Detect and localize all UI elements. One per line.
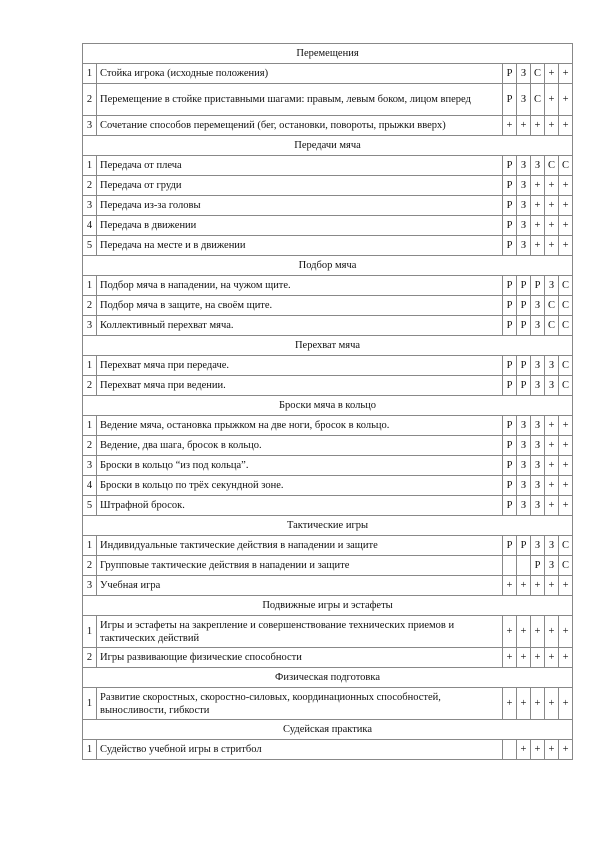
mark-cell: Р [531, 276, 545, 296]
row-number: 2 [83, 436, 97, 456]
mark-cell: + [545, 116, 559, 136]
mark-cell: + [545, 476, 559, 496]
mark-cell: + [503, 648, 517, 668]
row-description: Штрафной бросок. [97, 496, 503, 516]
table-row [83, 156, 573, 176]
row-description: Индивидуальные тактические действия в нападении и защите [97, 536, 503, 556]
mark-cell: С [559, 356, 573, 376]
mark-cell: Р [503, 476, 517, 496]
section-header-row [83, 136, 573, 156]
table-row [83, 456, 573, 476]
mark-cell: + [517, 648, 531, 668]
row-description: Подбор мяча в нападении, на чужом щите. [97, 276, 503, 296]
table-row [83, 556, 573, 576]
table-row [83, 64, 573, 84]
mark-cell: Р [503, 296, 517, 316]
mark-cell: Р [503, 84, 517, 116]
row-number: 1 [83, 64, 97, 84]
mark-cell: З [517, 476, 531, 496]
table-row [83, 476, 573, 496]
mark-cell: З [517, 64, 531, 84]
mark-cell: + [545, 64, 559, 84]
mark-cell: З [531, 376, 545, 396]
mark-cell: + [503, 688, 517, 720]
mark-cell: + [531, 236, 545, 256]
mark-cell: + [503, 116, 517, 136]
mark-cell: + [559, 648, 573, 668]
table-row [83, 196, 573, 216]
table-row [83, 296, 573, 316]
mark-cell: + [545, 456, 559, 476]
section-title: Броски мяча в кольцо [83, 396, 573, 416]
mark-cell: + [531, 740, 545, 760]
row-description: Передача от плеча [97, 156, 503, 176]
row-description: Стойка игрока (исходные положения) [97, 64, 503, 84]
mark-cell: Р [503, 316, 517, 336]
mark-cell: + [531, 176, 545, 196]
row-description: Судейство учебной игры в стритбол [97, 740, 503, 760]
mark-cell: З [517, 156, 531, 176]
table-row [83, 276, 573, 296]
table-row [83, 496, 573, 516]
row-number: 1 [83, 276, 97, 296]
row-number: 1 [83, 688, 97, 720]
mark-cell: + [545, 196, 559, 216]
section-title: Перемещения [83, 44, 573, 64]
table-row [83, 436, 573, 456]
mark-cell: Р [503, 416, 517, 436]
row-number: 2 [83, 648, 97, 668]
mark-cell: + [559, 416, 573, 436]
mark-cell: С [559, 376, 573, 396]
row-number: 4 [83, 216, 97, 236]
row-number: 2 [83, 376, 97, 396]
mark-cell: С [531, 64, 545, 84]
mark-cell: + [531, 116, 545, 136]
mark-cell: + [559, 116, 573, 136]
section-title: Тактические игры [83, 516, 573, 536]
mark-cell: + [559, 64, 573, 84]
training-plan-table [82, 43, 573, 760]
mark-cell: З [531, 496, 545, 516]
mark-cell: З [545, 536, 559, 556]
mark-cell: Р [503, 436, 517, 456]
mark-cell [517, 556, 531, 576]
mark-cell: + [545, 648, 559, 668]
mark-cell: Р [517, 296, 531, 316]
row-description: Передача на месте и в движении [97, 236, 503, 256]
mark-cell: З [531, 156, 545, 176]
row-description: Передача от груди [97, 176, 503, 196]
mark-cell: + [545, 236, 559, 256]
row-number: 3 [83, 316, 97, 336]
mark-cell: З [531, 456, 545, 476]
row-number: 4 [83, 476, 97, 496]
mark-cell: С [545, 156, 559, 176]
mark-cell: С [559, 296, 573, 316]
row-description: Учебная игра [97, 576, 503, 596]
table-row [83, 376, 573, 396]
mark-cell: + [545, 616, 559, 648]
table-row [83, 176, 573, 196]
mark-cell: З [517, 236, 531, 256]
mark-cell: Р [517, 356, 531, 376]
row-description: Ведение мяча, остановка прыжком на две ноги, бросок в кольцо. [97, 416, 503, 436]
mark-cell: + [559, 436, 573, 456]
section-header-row [83, 44, 573, 64]
mark-cell: Р [531, 556, 545, 576]
section-title: Перехват мяча [83, 336, 573, 356]
row-description: Перемещение в стойке приставными шагами: правым, левым боком, лицом вперед [97, 84, 503, 116]
mark-cell: + [545, 84, 559, 116]
row-number: 2 [83, 84, 97, 116]
mark-cell: З [545, 376, 559, 396]
mark-cell: С [531, 84, 545, 116]
table-row [83, 536, 573, 556]
mark-cell: + [545, 576, 559, 596]
mark-cell: С [545, 316, 559, 336]
table-row [83, 316, 573, 336]
mark-cell: + [559, 688, 573, 720]
row-number: 3 [83, 196, 97, 216]
mark-cell: Р [503, 216, 517, 236]
mark-cell: З [531, 316, 545, 336]
mark-cell: + [545, 176, 559, 196]
mark-cell: + [559, 496, 573, 516]
mark-cell: + [531, 648, 545, 668]
mark-cell: + [545, 436, 559, 456]
mark-cell: + [517, 688, 531, 720]
row-description: Игры и эстафеты на закрепление и совершенствование технических приемов и тактических действий [97, 616, 503, 648]
mark-cell: + [559, 576, 573, 596]
mark-cell: + [545, 416, 559, 436]
row-number: 3 [83, 576, 97, 596]
row-number: 2 [83, 176, 97, 196]
row-description: Перехват мяча при ведении. [97, 376, 503, 396]
mark-cell: + [517, 116, 531, 136]
table-row [83, 576, 573, 596]
mark-cell: Р [503, 236, 517, 256]
mark-cell: Р [517, 536, 531, 556]
row-number: 5 [83, 236, 97, 256]
mark-cell: + [545, 496, 559, 516]
mark-cell: Р [517, 316, 531, 336]
mark-cell: Р [503, 176, 517, 196]
table-row [83, 236, 573, 256]
mark-cell: + [531, 616, 545, 648]
mark-cell: + [503, 616, 517, 648]
row-number: 1 [83, 536, 97, 556]
mark-cell: + [531, 576, 545, 596]
row-number: 1 [83, 156, 97, 176]
mark-cell: + [517, 576, 531, 596]
row-number: 1 [83, 616, 97, 648]
mark-cell: Р [503, 496, 517, 516]
mark-cell: + [559, 236, 573, 256]
section-header-row [83, 396, 573, 416]
section-header-row [83, 336, 573, 356]
row-description: Групповые тактические действия в нападении и защите [97, 556, 503, 576]
mark-cell: С [559, 556, 573, 576]
mark-cell: + [559, 456, 573, 476]
section-header-row [83, 256, 573, 276]
table-row [83, 740, 573, 760]
mark-cell: Р [503, 456, 517, 476]
section-title: Передачи мяча [83, 136, 573, 156]
row-description: Игры развивающие физические способности [97, 648, 503, 668]
mark-cell: Р [517, 376, 531, 396]
mark-cell: З [545, 556, 559, 576]
mark-cell: + [559, 84, 573, 116]
table-row [83, 648, 573, 668]
mark-cell: + [559, 616, 573, 648]
mark-cell: З [517, 176, 531, 196]
section-title: Физическая подготовка [83, 668, 573, 688]
row-number: 1 [83, 740, 97, 760]
mark-cell: + [545, 216, 559, 236]
table-row [83, 416, 573, 436]
mark-cell: Р [503, 536, 517, 556]
mark-cell: + [559, 216, 573, 236]
mark-cell [503, 556, 517, 576]
mark-cell: + [559, 176, 573, 196]
mark-cell: З [517, 416, 531, 436]
table-row [83, 616, 573, 648]
table-row [83, 216, 573, 236]
row-description: Сочетание способов перемещений (бег, остановки, повороты, прыжки вверх) [97, 116, 503, 136]
mark-cell: + [531, 196, 545, 216]
table-row [83, 356, 573, 376]
section-header-row [83, 720, 573, 740]
row-number: 2 [83, 296, 97, 316]
mark-cell: З [531, 476, 545, 496]
mark-cell: + [517, 740, 531, 760]
mark-cell: + [559, 476, 573, 496]
mark-cell: + [531, 688, 545, 720]
row-number: 1 [83, 356, 97, 376]
mark-cell: Р [503, 276, 517, 296]
mark-cell: З [531, 416, 545, 436]
mark-cell: С [559, 536, 573, 556]
row-description: Развитие скоростных, скоростно-силовых, координационных способностей, выносливости, гибкости [97, 688, 503, 720]
mark-cell: З [517, 216, 531, 236]
table-body [83, 44, 573, 760]
mark-cell: З [517, 84, 531, 116]
mark-cell: З [531, 296, 545, 316]
mark-cell: Р [503, 64, 517, 84]
row-description: Подбор мяча в защите, на своём щите. [97, 296, 503, 316]
row-description: Передача из-за головы [97, 196, 503, 216]
mark-cell: + [545, 740, 559, 760]
row-description: Броски в кольцо “из под кольца”. [97, 456, 503, 476]
mark-cell: Р [503, 196, 517, 216]
table-row [83, 688, 573, 720]
mark-cell: Р [517, 276, 531, 296]
row-description: Перехват мяча при передаче. [97, 356, 503, 376]
mark-cell: С [545, 296, 559, 316]
mark-cell: З [545, 276, 559, 296]
mark-cell: З [531, 356, 545, 376]
section-header-row [83, 596, 573, 616]
row-description: Передача в движении [97, 216, 503, 236]
mark-cell: З [531, 436, 545, 456]
mark-cell: + [531, 216, 545, 236]
mark-cell: З [517, 436, 531, 456]
mark-cell: З [531, 536, 545, 556]
mark-cell: Р [503, 376, 517, 396]
table-row [83, 84, 573, 116]
table-row [83, 116, 573, 136]
mark-cell: З [517, 456, 531, 476]
section-header-row [83, 516, 573, 536]
mark-cell: + [503, 576, 517, 596]
row-number: 3 [83, 116, 97, 136]
section-title: Подбор мяча [83, 256, 573, 276]
mark-cell: + [559, 196, 573, 216]
mark-cell: + [517, 616, 531, 648]
mark-cell: С [559, 316, 573, 336]
section-header-row [83, 668, 573, 688]
section-title: Судейская практика [83, 720, 573, 740]
mark-cell: С [559, 156, 573, 176]
mark-cell: + [559, 740, 573, 760]
row-description: Коллективный перехват мяча. [97, 316, 503, 336]
row-number: 2 [83, 556, 97, 576]
row-number: 1 [83, 416, 97, 436]
mark-cell: С [559, 276, 573, 296]
mark-cell: Р [503, 156, 517, 176]
mark-cell: З [517, 496, 531, 516]
mark-cell: + [545, 688, 559, 720]
row-description: Броски в кольцо по трёх секундной зоне. [97, 476, 503, 496]
mark-cell: З [517, 196, 531, 216]
row-number: 5 [83, 496, 97, 516]
mark-cell [503, 740, 517, 760]
row-description: Ведение, два шага, бросок в кольцо. [97, 436, 503, 456]
row-number: 3 [83, 456, 97, 476]
section-title: Подвижные игры и эстафеты [83, 596, 573, 616]
mark-cell: З [545, 356, 559, 376]
mark-cell: Р [503, 356, 517, 376]
